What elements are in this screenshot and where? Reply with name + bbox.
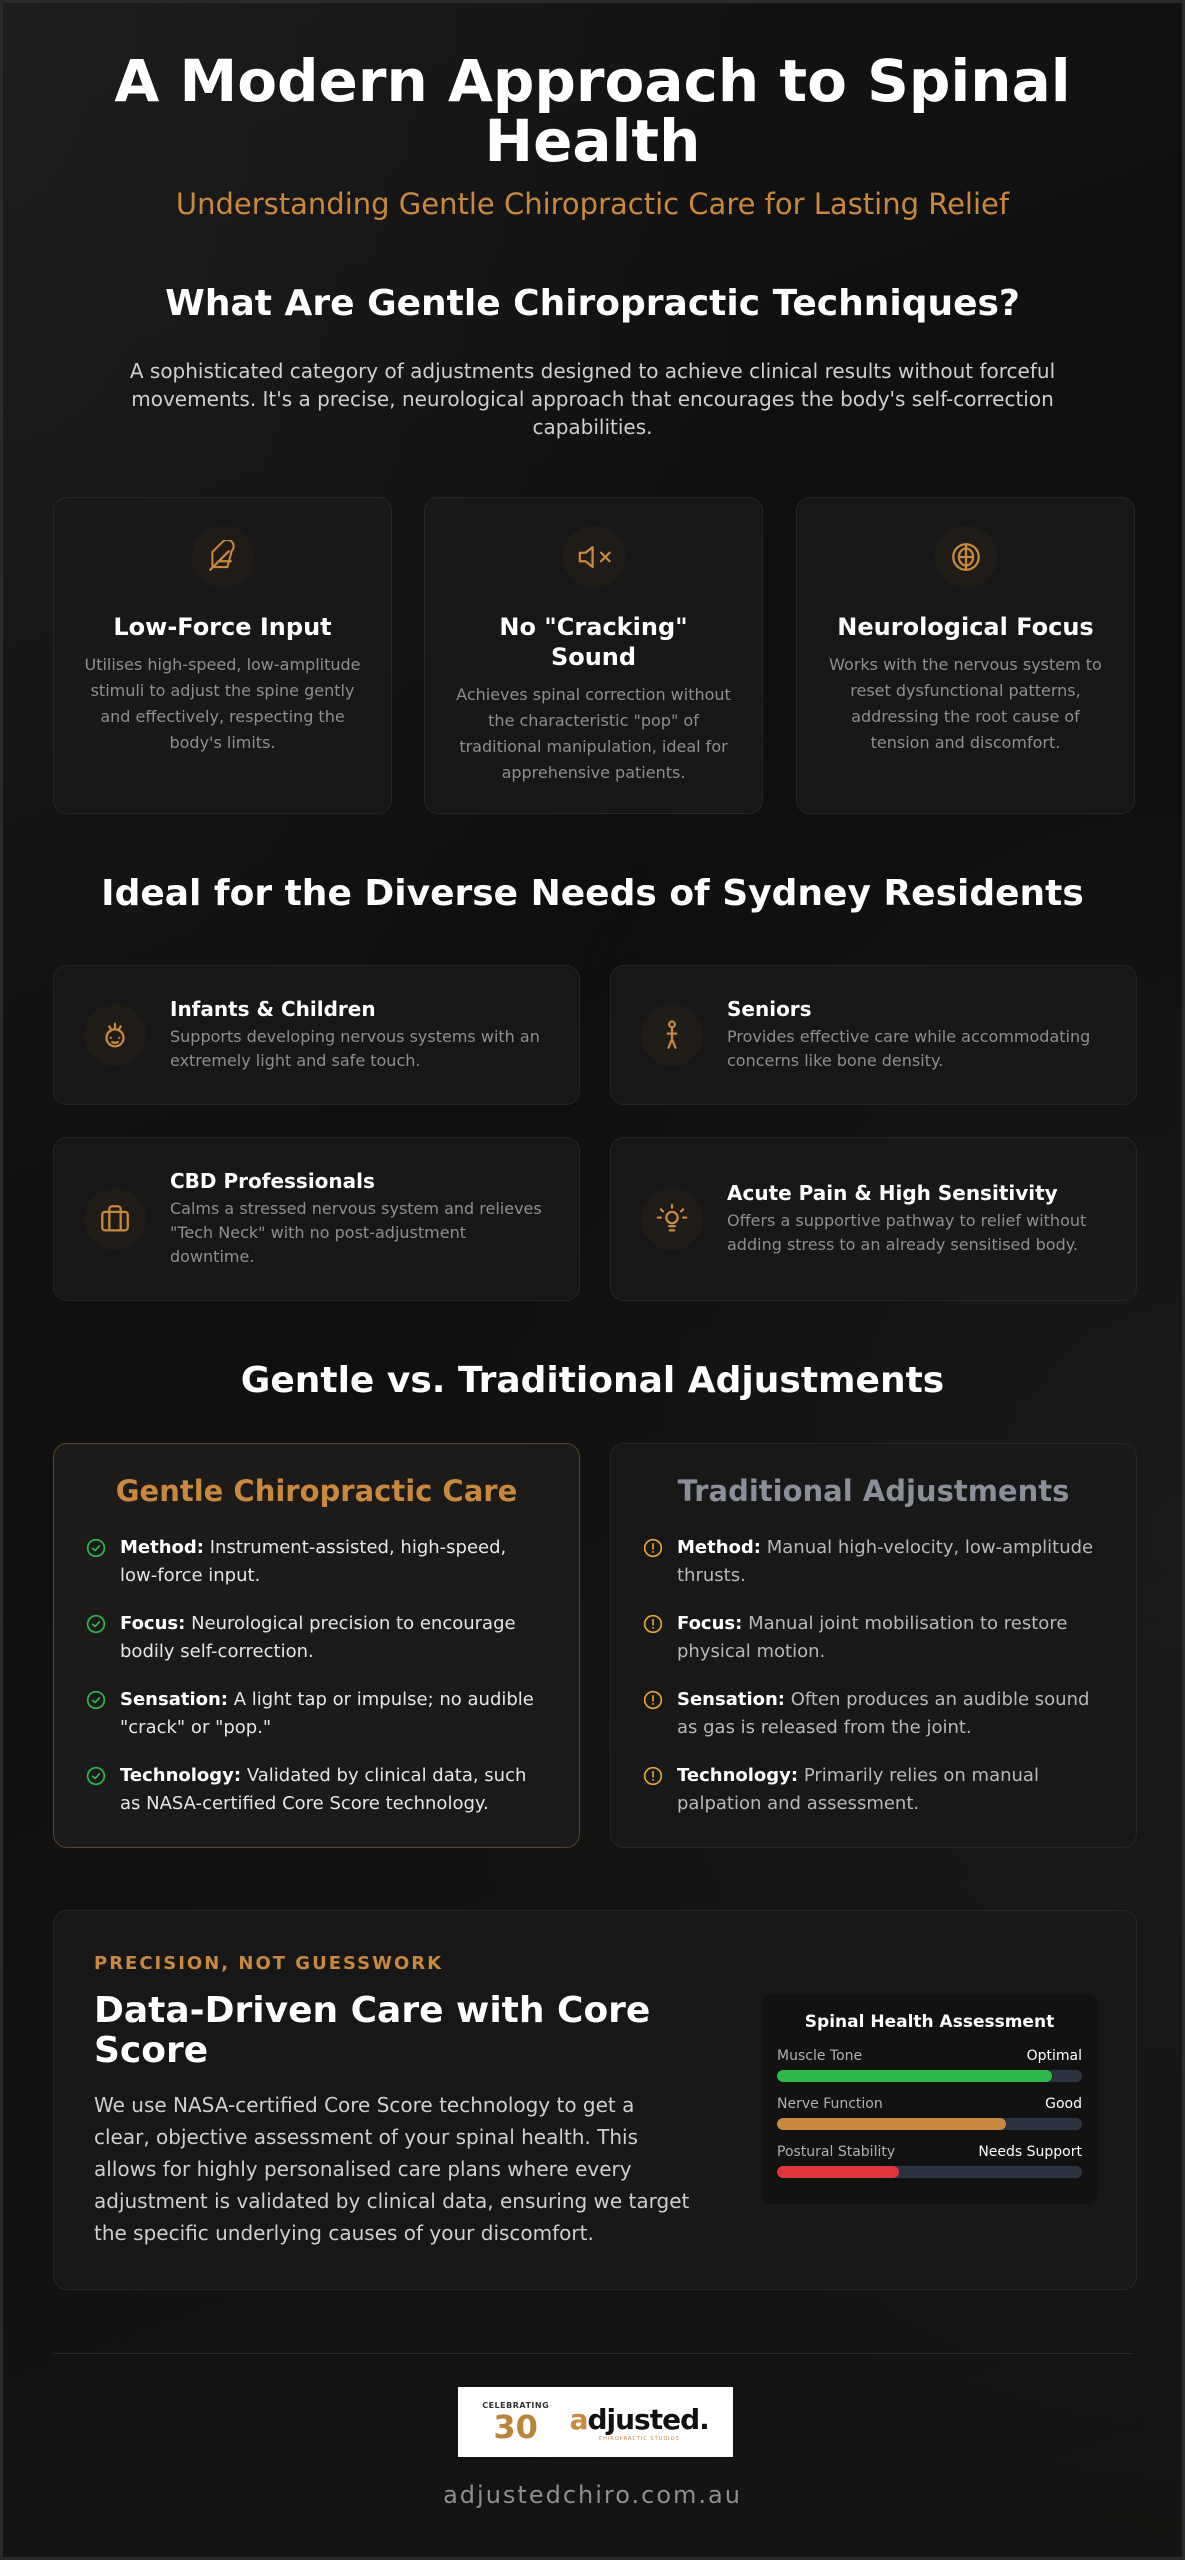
anniversary-badge: CELEBRATING 30 bbox=[482, 2400, 550, 2446]
row-label: Sensation: bbox=[677, 1689, 785, 1710]
core-score-title: Data-Driven Care with Core Score bbox=[94, 1990, 651, 2071]
traditional-row-sensation bbox=[643, 1686, 1104, 1742]
core-score-section bbox=[53, 1910, 1137, 2290]
metric-status: Needs Support bbox=[978, 2144, 1082, 2160]
page-title: A Modern Approach to Spinal Health bbox=[114, 47, 1071, 175]
row-label: Method: bbox=[677, 1537, 761, 1558]
core-score-body: We use NASA-certified Core Score technology to get a clear, objective assessment of your spinal health. This allows for highly personalised care plans where every adjustment is validated by clinical data, ensuring we target the specific underlying causes of your discomfort. bbox=[94, 2093, 690, 2245]
technique-title: Low-Force Input bbox=[113, 613, 332, 641]
technique-card-no-cracking bbox=[424, 497, 763, 814]
audience-card-professionals bbox=[53, 1137, 580, 1301]
row-text: Primarily relies on manual palpation and assessment. bbox=[677, 1765, 1039, 1814]
website-link[interactable]: adjustedchiro.com.au bbox=[443, 2481, 742, 2509]
volume-mute-icon bbox=[563, 526, 625, 588]
techniques-intro: A sophisticated category of adjustments designed to achieve clinical results without forceful movements. It's a precise, neurological approach that encourages the body's self-correction capabilities. bbox=[129, 359, 1056, 439]
technique-text: Utilises high-speed, low-amplitude stimuli to adjust the spine gently and effectively, respecting the body's limits. bbox=[84, 655, 361, 752]
metric-bar bbox=[777, 2166, 1082, 2178]
technique-title: Neurological Focus bbox=[837, 613, 1094, 641]
audience-text: Provides effective care while accommodating concerns like bone density. bbox=[727, 1027, 1091, 1070]
row-label: Technology: bbox=[120, 1765, 242, 1786]
gentle-row-sensation bbox=[86, 1686, 547, 1742]
row-text: A light tap or impulse; no audible "crack" or "pop." bbox=[120, 1689, 534, 1738]
traditional-card bbox=[610, 1443, 1137, 1848]
audience-text: Calms a stressed nervous system and relieves "Tech Neck" with no post-adjustment downtime. bbox=[170, 1199, 542, 1266]
alert-circle-icon bbox=[643, 1690, 663, 1710]
row-label: Method: bbox=[120, 1537, 204, 1558]
traditional-row-technology bbox=[643, 1762, 1104, 1818]
assessment-title: Spinal Health Assessment bbox=[804, 2012, 1055, 2032]
row-text: Manual high-velocity, low-amplitude thrusts. bbox=[677, 1537, 1094, 1586]
feather-icon bbox=[192, 526, 254, 588]
gentle-care-title: Gentle Chiropractic Care bbox=[115, 1474, 518, 1508]
row-label: Focus: bbox=[677, 1613, 743, 1634]
spinal-assessment-panel bbox=[761, 1994, 1098, 2204]
briefcase-icon bbox=[84, 1188, 146, 1250]
metric-status: Optimal bbox=[1026, 2048, 1082, 2064]
person-icon bbox=[641, 1004, 703, 1066]
traditional-title: Traditional Adjustments bbox=[677, 1474, 1070, 1508]
alert-circle-icon bbox=[643, 1614, 663, 1634]
audience-text: Offers a supportive pathway to relief without adding stress to an already sensitised body. bbox=[727, 1211, 1087, 1254]
technique-card-low-force bbox=[53, 497, 392, 814]
technique-title: No "Cracking" Sound bbox=[499, 613, 688, 671]
metric-bar bbox=[777, 2070, 1082, 2082]
metric-name: Postural Stability bbox=[777, 2144, 896, 2160]
row-text: Validated by clinical data, such as NASA-certified Core Score technology. bbox=[120, 1765, 527, 1814]
audience-text: Supports developing nervous systems with an extremely light and safe touch. bbox=[170, 1027, 540, 1070]
audience-title: Seniors bbox=[727, 997, 812, 1021]
alert-circle-icon bbox=[643, 1766, 663, 1786]
audience-title: Infants & Children bbox=[170, 997, 376, 1021]
brand-wordmark: adjusted. CHIROPRACTIC STUDIOS bbox=[569, 2402, 709, 2442]
audience-card-acute-pain bbox=[610, 1137, 1137, 1301]
baby-icon bbox=[84, 1004, 146, 1066]
row-text: Neurological precision to encourage bodily self-correction. bbox=[120, 1613, 516, 1662]
lightbulb-icon bbox=[641, 1188, 703, 1250]
brain-icon bbox=[935, 526, 997, 588]
audience-card-children bbox=[53, 965, 580, 1105]
metric-bar-fill bbox=[777, 2070, 1052, 2082]
row-text: Instrument-assisted, high-speed, low-force input. bbox=[120, 1537, 507, 1586]
technique-text: Works with the nervous system to reset dysfunctional patterns, addressing the root cause of tension and discomfort. bbox=[829, 655, 1102, 752]
metric-bar-fill bbox=[777, 2118, 1006, 2130]
check-circle-icon bbox=[86, 1538, 106, 1558]
metric-muscle-tone bbox=[777, 2048, 1082, 2082]
check-circle-icon bbox=[86, 1614, 106, 1634]
metric-nerve-function bbox=[777, 2096, 1082, 2130]
audience-heading: Ideal for the Diverse Needs of Sydney Residents bbox=[101, 873, 1084, 914]
check-circle-icon bbox=[86, 1690, 106, 1710]
row-text: Often produces an audible sound as gas is released from the joint. bbox=[677, 1689, 1090, 1738]
metric-postural-stability bbox=[777, 2144, 1082, 2178]
metric-status: Good bbox=[1045, 2096, 1082, 2112]
row-label: Sensation: bbox=[120, 1689, 228, 1710]
audience-title: Acute Pain & High Sensitivity bbox=[727, 1181, 1058, 1205]
traditional-row-method bbox=[643, 1534, 1104, 1590]
row-text: Manual joint mobilisation to restore physical motion. bbox=[677, 1613, 1068, 1662]
audience-card-seniors bbox=[610, 965, 1137, 1105]
gentle-row-method bbox=[86, 1534, 547, 1590]
techniques-heading: What Are Gentle Chiropractic Techniques? bbox=[165, 283, 1020, 324]
metric-bar bbox=[777, 2118, 1082, 2130]
gentle-row-focus bbox=[86, 1610, 547, 1666]
metric-bar-fill bbox=[777, 2166, 899, 2178]
gentle-care-card bbox=[53, 1443, 580, 1848]
row-label: Focus: bbox=[120, 1613, 186, 1634]
row-label: Technology: bbox=[677, 1765, 799, 1786]
core-score-eyebrow: PRECISION, NOT GUESSWORK bbox=[94, 1953, 444, 1974]
metric-name: Muscle Tone bbox=[777, 2048, 863, 2064]
technique-text: Achieves spinal correction without the characteristic "pop" of traditional manipulation, ideal for apprehensive patients. bbox=[456, 685, 731, 782]
footer-divider bbox=[53, 2353, 1132, 2354]
gentle-row-technology bbox=[86, 1762, 547, 1818]
traditional-row-focus bbox=[643, 1610, 1104, 1666]
brand-logo bbox=[458, 2387, 733, 2457]
audience-title: CBD Professionals bbox=[170, 1169, 375, 1193]
alert-circle-icon bbox=[643, 1538, 663, 1558]
check-circle-icon bbox=[86, 1766, 106, 1786]
comparison-heading: Gentle vs. Traditional Adjustments bbox=[240, 1360, 945, 1401]
metric-name: Nerve Function bbox=[777, 2096, 883, 2112]
page-subtitle: Understanding Gentle Chiropractic Care for Lasting Relief bbox=[175, 187, 1010, 221]
technique-card-neurological bbox=[796, 497, 1135, 814]
